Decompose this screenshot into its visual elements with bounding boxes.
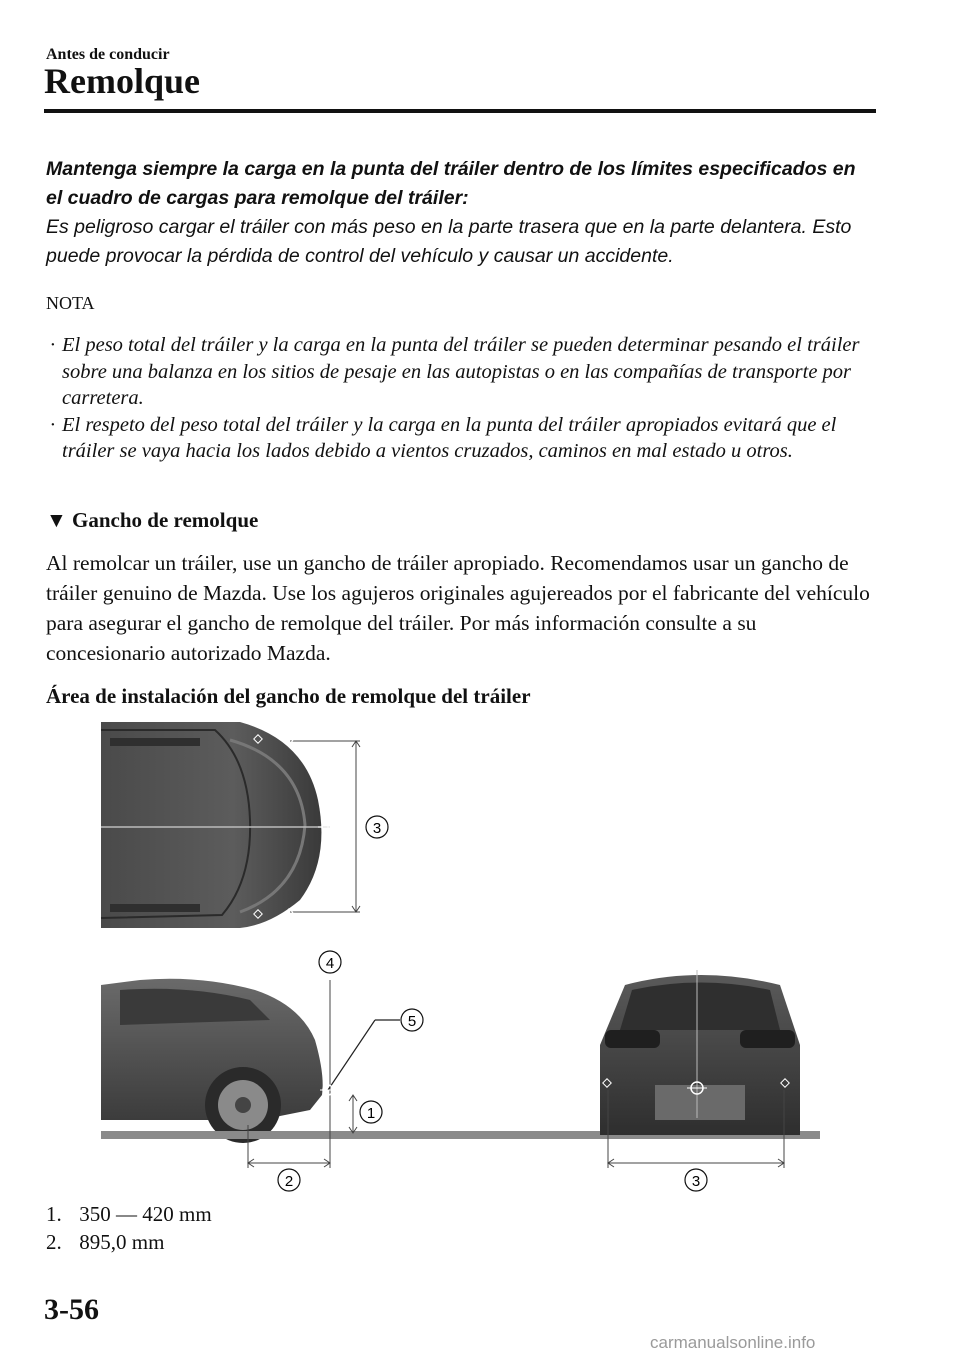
bullet: · — [50, 334, 56, 356]
note-heading: NOTA — [46, 293, 95, 313]
callout-2 — [278, 1169, 300, 1191]
hitch-paragraph: Al remolcar un tráiler, use un gancho de tráiler apropiado. Recomendamos usar un gancho de tráiler genuino de Mazda. Use los agujeros originales agujereados por el fabricante del vehículo para asegurar el gancho de remolque del tráiler. Por más información consulte a su concesionario autorizado Mazda. — [46, 551, 870, 665]
legend-text: 895,0 mm — [79, 1230, 165, 1254]
callout-5 — [401, 1009, 423, 1031]
watermark: carmanualsonline.info — [650, 1333, 816, 1352]
page-number: 3-56 — [44, 1293, 99, 1326]
page-title: Remolque — [44, 61, 200, 101]
hitch-heading: ▼ Gancho de remolque — [46, 508, 259, 532]
warning-heading: Mantenga siempre la carga en la punta del tráiler dentro de los límites especificados en el cuadro de cargas para remolque del tráiler: — [46, 158, 856, 209]
callout-label: 4 — [325, 955, 335, 972]
legend-item — [46, 1228, 212, 1256]
figure-title: Área de instalación del gancho de remolque del tráiler — [46, 684, 531, 708]
callout-label: 3 — [691, 1173, 701, 1190]
bullet: · — [50, 413, 56, 436]
legend-text: 350 ― 420 mm — [79, 1202, 212, 1226]
note-item-text: El respeto del peso total del tráiler y la carga en la punta del tráiler apropiados evitará que el tráiler se vaya hacia los lados debido a vientos cruzados, caminos en mal estado u otros. — [62, 413, 837, 462]
legend-number: 2. — [46, 1230, 62, 1254]
callout-3-rear — [685, 1169, 707, 1191]
top-view — [101, 722, 360, 928]
callout-label: 2 — [284, 1173, 294, 1190]
callout-4 — [319, 951, 341, 973]
note-item-text: El peso total del tráiler y la carga en la punta del tráiler se pueden determinar pesando el tráiler sobre una balanza en los sitios de pesaje en las autopistas o en las compañías de transporte por carretera. — [62, 334, 860, 409]
legend-number: 1. — [46, 1202, 62, 1226]
callout-label: 3 — [372, 820, 382, 837]
warning-body: Es peligroso cargar el tráiler con más peso en la parte trasera que en la parte delantera. Esto puede provocar la pérdida de control del vehículo y causar un accidente. — [46, 216, 852, 267]
section-label: Antes de conducir — [46, 46, 170, 63]
callout-label: 5 — [407, 1013, 417, 1030]
callout-label: 1 — [366, 1105, 376, 1122]
legend — [46, 1200, 212, 1256]
callout-1 — [360, 1101, 382, 1123]
callout-3-top — [366, 816, 388, 838]
legend-item — [46, 1200, 212, 1228]
car-top-view — [101, 722, 321, 928]
